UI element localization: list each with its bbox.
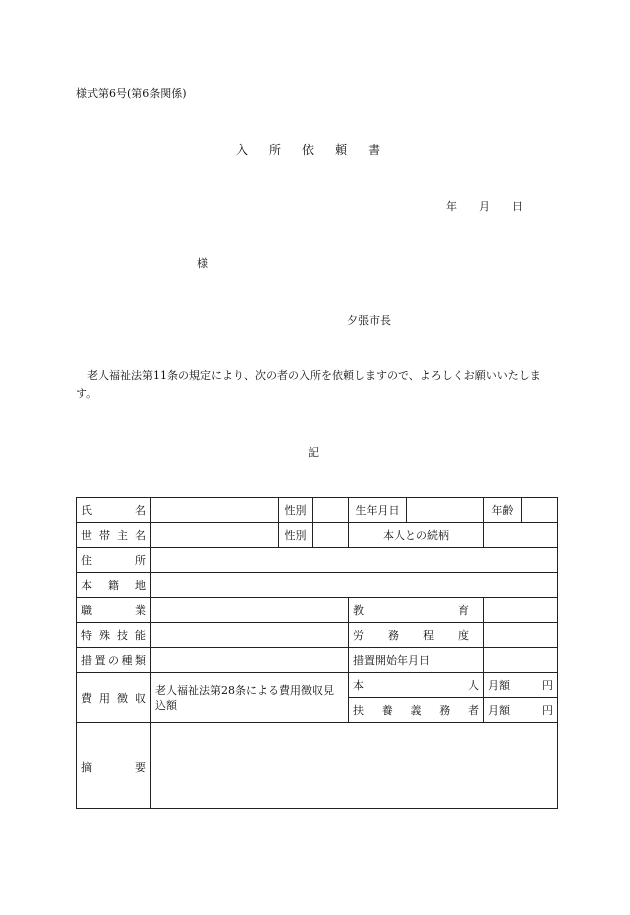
date-month-label: 月: [479, 200, 490, 213]
form-number: 様式第6号(第6条関係): [76, 87, 187, 100]
remarks-label: 摘要: [77, 723, 151, 809]
relationship-label: 本人との続柄: [349, 523, 484, 548]
date-line: [446, 198, 545, 214]
principal-amount-field[interactable]: [484, 673, 558, 698]
labor-level-field[interactable]: [484, 623, 558, 648]
age-label: 年齢: [484, 498, 522, 523]
date-year-label: 年: [446, 200, 457, 213]
body-text: 老人福祉法第11条の規定により、次の者の入所を依頼しますので、よろしくお願いいたします。: [76, 369, 541, 400]
remarks-field[interactable]: [151, 723, 558, 809]
domicile-label: 本籍地: [77, 573, 151, 598]
title-char: 入: [236, 143, 249, 157]
birthdate-label: 生年月日: [349, 498, 407, 523]
special-skill-label: 特殊技能: [77, 623, 151, 648]
address-label: 住所: [77, 548, 151, 573]
monthly-amount-label: 月額: [488, 679, 510, 692]
fee-collection-label: 費用徴収: [77, 673, 151, 723]
household-gender-label: 性別: [279, 523, 313, 548]
monthly-amount-label: 月額: [488, 704, 510, 717]
relationship-field[interactable]: [484, 523, 558, 548]
measure-type-label: 措置の種類: [77, 648, 151, 673]
household-head-field[interactable]: [151, 523, 279, 548]
title-char: 頼: [335, 143, 348, 157]
title-char: 書: [368, 143, 381, 157]
principal-label: 本人: [349, 673, 484, 698]
education-field[interactable]: [484, 598, 558, 623]
yen-label: 円: [542, 704, 553, 717]
address-field[interactable]: [151, 548, 558, 573]
fee-estimate-label: 老人福祉法第28条による費用徴収見込額: [151, 673, 349, 723]
document-title: [236, 141, 401, 158]
sender-name: 夕張市長: [347, 314, 391, 327]
measure-start-label: 措置開始年月日: [349, 648, 484, 673]
name-field[interactable]: [151, 498, 279, 523]
household-head-label: 世帯主名: [77, 523, 151, 548]
domicile-field[interactable]: [151, 573, 558, 598]
special-skill-field[interactable]: [151, 623, 349, 648]
yen-label: 円: [542, 679, 553, 692]
date-day-label: 日: [512, 200, 523, 213]
recipient-suffix: 様: [197, 257, 208, 270]
gender-label: 性別: [279, 498, 313, 523]
household-gender-field[interactable]: [313, 523, 349, 548]
supporter-amount-field[interactable]: [484, 698, 558, 723]
measure-start-field[interactable]: [484, 648, 558, 673]
title-char: 所: [269, 143, 282, 157]
supporter-label: 扶養義務者: [349, 698, 484, 723]
age-field[interactable]: [522, 498, 558, 523]
occupation-label: 職業: [77, 598, 151, 623]
application-table: [76, 497, 558, 809]
name-label: 氏名: [77, 498, 151, 523]
title-char: 依: [302, 143, 315, 157]
ki-label: 記: [308, 446, 319, 459]
occupation-field[interactable]: [151, 598, 349, 623]
education-label: 教育: [349, 598, 484, 623]
measure-type-field[interactable]: [151, 648, 349, 673]
labor-level-label: 労務程度: [349, 623, 484, 648]
gender-field[interactable]: [313, 498, 349, 523]
birthdate-field[interactable]: [407, 498, 484, 523]
